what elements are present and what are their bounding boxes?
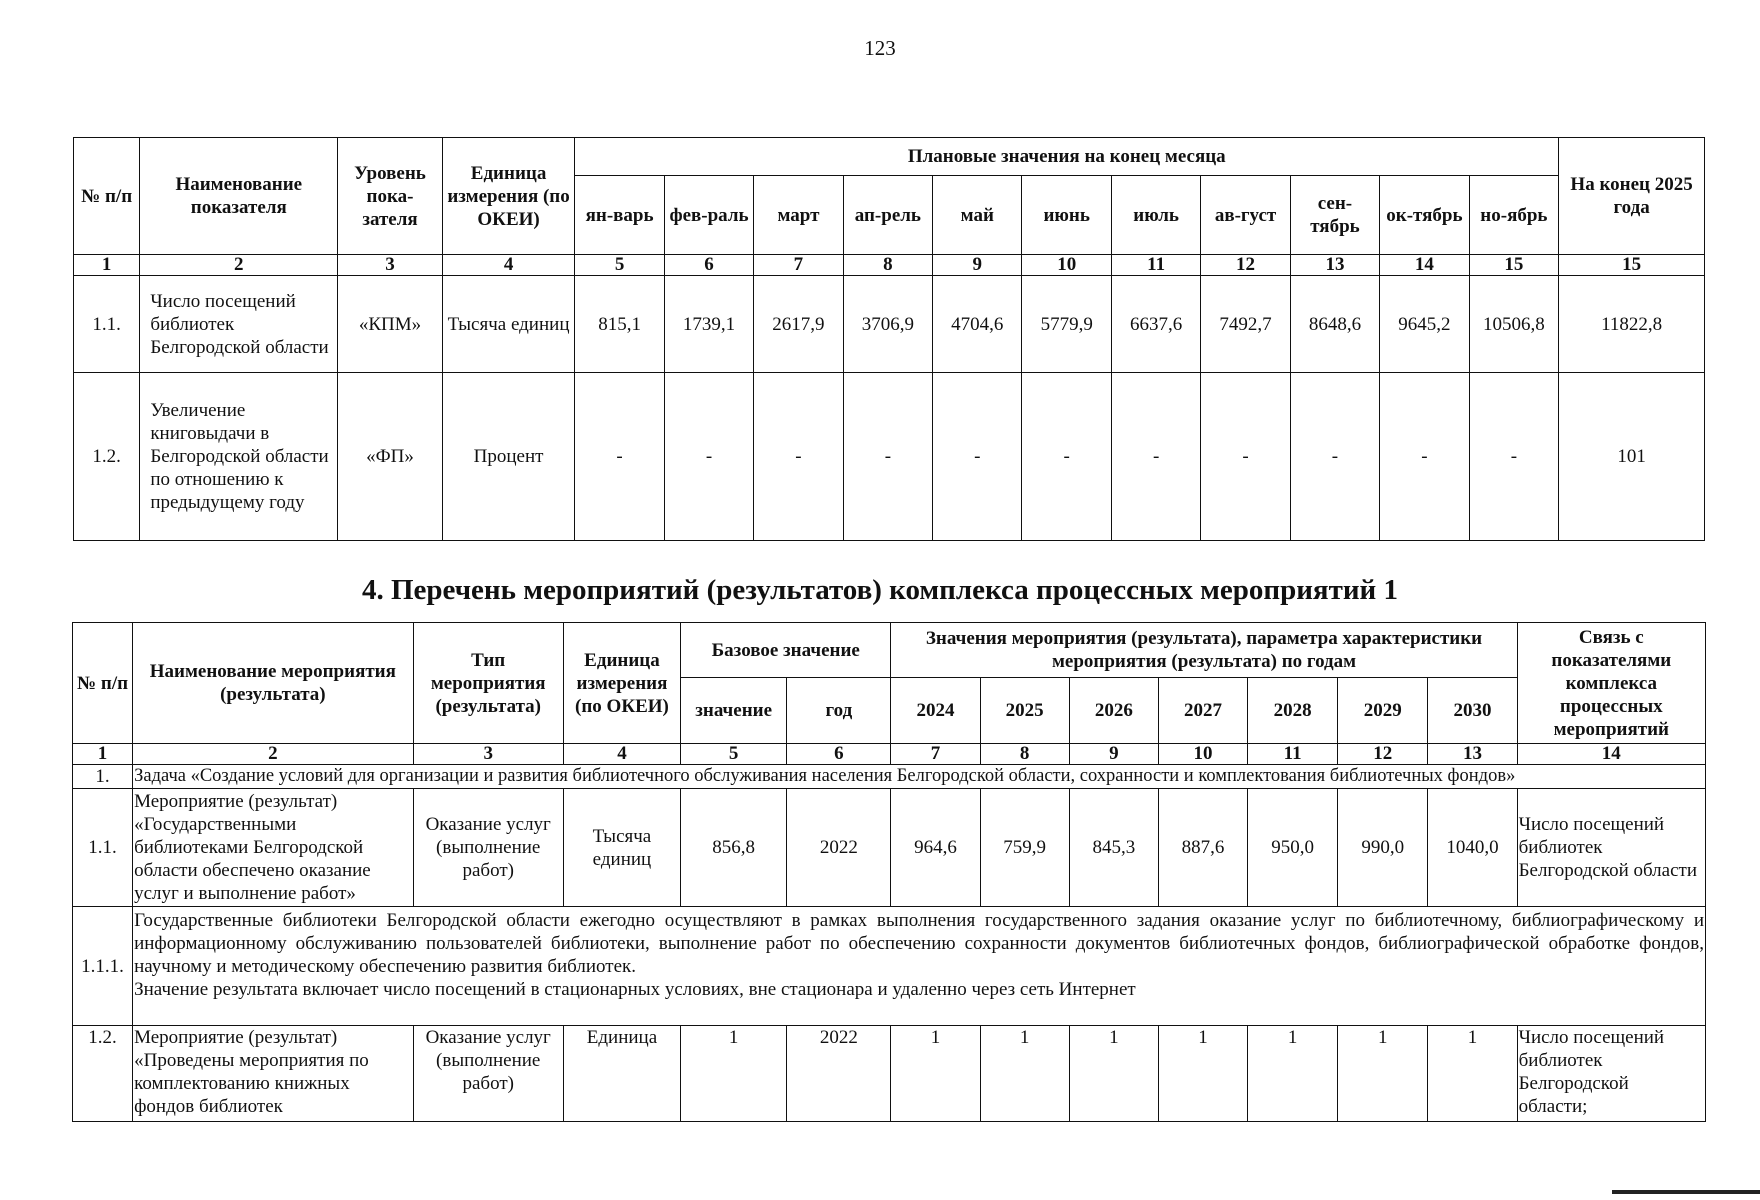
- header-year: 2026: [1069, 678, 1158, 744]
- header-base-year: год: [787, 678, 891, 744]
- month-value: -: [1469, 373, 1559, 541]
- year-value: 1: [1069, 1026, 1158, 1122]
- month-value: 2617,9: [754, 276, 843, 373]
- table-row: [74, 373, 1705, 541]
- header-month: июнь: [1022, 176, 1111, 255]
- row-num: 1.2.: [73, 1026, 133, 1122]
- column-number: 1: [73, 744, 133, 765]
- column-number: 11: [1111, 255, 1200, 276]
- column-number: 1: [74, 255, 140, 276]
- activity-type: Оказание услуг (выполнение работ): [413, 789, 563, 907]
- header-years-group: Значения мероприятия (результата), параметра характеристики мероприятия (результата) по годам: [891, 623, 1517, 678]
- header-month: ок-тябрь: [1380, 176, 1469, 255]
- year-value: 1040,0: [1428, 789, 1517, 907]
- header-year: 2029: [1338, 678, 1428, 744]
- month-value: -: [1022, 373, 1111, 541]
- year-value: 950,0: [1248, 789, 1338, 907]
- description-text: [133, 907, 1706, 1026]
- year-value: 845,3: [1069, 789, 1158, 907]
- indicators-monthly-table: [73, 137, 1705, 541]
- year-value: 1: [1338, 1026, 1428, 1122]
- column-number: 13: [1290, 255, 1379, 276]
- description-paragraph: Государственные библиотеки Белгородской области ежегодно осуществляют в рамках выполнения государственного задания оказание услуг по библиотечному, библиографическому и информационному обслуживанию пользователей библиотеки, выполнение работ по обеспечению сохранности документов библиотечных фондов, библиографической обработке фондов, научному и методическому обеспечению развития библиотек.: [134, 910, 1704, 977]
- activity-name: Мероприятие (результат) «Проведены мероприятия по комплектованию книжных фондов библиотек: [133, 1026, 413, 1122]
- year-value: 1: [1158, 1026, 1247, 1122]
- task-num: 1.: [73, 765, 133, 789]
- header-base-group: Базовое значение: [681, 623, 891, 678]
- column-number: 6: [787, 744, 891, 765]
- header-year: 2028: [1248, 678, 1338, 744]
- month-value: -: [1380, 373, 1469, 541]
- page-number: 123: [864, 36, 896, 60]
- column-number: 5: [575, 255, 664, 276]
- indicator-level: «ФП»: [338, 373, 443, 541]
- column-number: 6: [664, 255, 753, 276]
- column-number: 4: [563, 744, 680, 765]
- description-row: [73, 907, 1706, 1026]
- year-end-value: 101: [1559, 373, 1705, 541]
- column-number: 3: [338, 255, 443, 276]
- indicator-name: Число посещений библиотек Белгородской области: [140, 276, 338, 373]
- header-unit: Единица измерения (по ОКЕИ): [442, 138, 575, 255]
- row-num: 1.2.: [74, 373, 140, 541]
- base-year: 2022: [787, 1026, 891, 1122]
- month-value: 1739,1: [664, 276, 753, 373]
- header-year: 2025: [980, 678, 1069, 744]
- year-value: 1: [1428, 1026, 1517, 1122]
- month-value: 3706,9: [843, 276, 932, 373]
- header-level: Уровень пока-зателя: [338, 138, 443, 255]
- column-number: 5: [681, 744, 787, 765]
- row-num: 1.1.: [74, 276, 140, 373]
- task-text: Задача «Создание условий для организации и развития библиотечного обслуживания населения Белгородской области, сохранности и комплектования библиотечных фондов»: [133, 765, 1706, 789]
- column-number: 10: [1158, 744, 1247, 765]
- header-month: ап-рель: [843, 176, 932, 255]
- column-number: 13: [1428, 744, 1517, 765]
- month-value: 10506,8: [1469, 276, 1559, 373]
- column-number: 10: [1022, 255, 1111, 276]
- month-value: -: [933, 373, 1022, 541]
- activity-type: Оказание услуг (выполнение работ): [413, 1026, 563, 1122]
- activity-name: Мероприятие (результат) «Государственными библиотеками Белгородской области обеспечено оказание услуг и выполнение работ»: [133, 789, 413, 907]
- header-name: Наименование показателя: [140, 138, 338, 255]
- column-number: 12: [1338, 744, 1428, 765]
- month-value: -: [843, 373, 932, 541]
- column-number-row: [74, 255, 1705, 276]
- indicator-unit: Процент: [442, 373, 575, 541]
- description-num: 1.1.1.: [73, 907, 133, 1026]
- description-paragraph: Значение результата включает число посещений в стационарных условиях, вне стационара и удаленно через сеть Интернет: [134, 979, 1136, 1000]
- activity-unit: Тысяча единиц: [563, 789, 680, 907]
- header-month: фев-раль: [664, 176, 753, 255]
- header-name: Наименование мероприятия (результата): [133, 623, 413, 744]
- year-value: 990,0: [1338, 789, 1428, 907]
- year-value: 1: [980, 1026, 1069, 1122]
- table-row: [74, 276, 1705, 373]
- month-value: 5779,9: [1022, 276, 1111, 373]
- header-type: Тип мероприятия (результата): [413, 623, 563, 744]
- header-num: № п/п: [73, 623, 133, 744]
- header-base-value: значение: [681, 678, 787, 744]
- column-number-row: [73, 744, 1706, 765]
- column-number: 7: [891, 744, 980, 765]
- column-number: 9: [933, 255, 1022, 276]
- activity-unit: Единица: [563, 1026, 680, 1122]
- year-value: 887,6: [1158, 789, 1247, 907]
- header-month: ав-густ: [1201, 176, 1290, 255]
- month-value: 4704,6: [933, 276, 1022, 373]
- header-month: март: [754, 176, 843, 255]
- header-year-end: На конец 2025 года: [1559, 138, 1705, 255]
- year-value: 1: [891, 1026, 980, 1122]
- year-end-value: 11822,8: [1559, 276, 1705, 373]
- header-unit: Единица измерения (по ОКЕИ): [563, 623, 680, 744]
- column-number: 15: [1559, 255, 1705, 276]
- column-number: 8: [980, 744, 1069, 765]
- header-year: 2030: [1428, 678, 1517, 744]
- column-number: 11: [1248, 744, 1338, 765]
- month-value: -: [575, 373, 664, 541]
- month-value: 6637,6: [1111, 276, 1200, 373]
- header-month: сен-тябрь: [1290, 176, 1379, 255]
- column-number: 15: [1469, 255, 1559, 276]
- column-number: 4: [442, 255, 575, 276]
- month-value: 8648,6: [1290, 276, 1379, 373]
- base-value: 856,8: [681, 789, 787, 907]
- month-value: -: [1290, 373, 1379, 541]
- year-value: 759,9: [980, 789, 1069, 907]
- column-number: 2: [140, 255, 338, 276]
- header-month: ян-варь: [575, 176, 664, 255]
- indicator-link: Число посещений библиотек Белгородской области: [1517, 789, 1705, 907]
- base-year: 2022: [787, 789, 891, 907]
- month-value: -: [664, 373, 753, 541]
- year-value: 964,6: [891, 789, 980, 907]
- year-value: 1: [1248, 1026, 1338, 1122]
- row-num: 1.1.: [73, 789, 133, 907]
- column-number: 9: [1069, 744, 1158, 765]
- activities-table: [72, 622, 1706, 1122]
- column-number: 12: [1201, 255, 1290, 276]
- indicator-link: Число посещений библиотек Белгородской области;: [1517, 1026, 1705, 1122]
- month-value: 9645,2: [1380, 276, 1469, 373]
- header-month: но-ябрь: [1469, 176, 1559, 255]
- base-value: 1: [681, 1026, 787, 1122]
- bottom-edge-rule: [1612, 1190, 1760, 1194]
- column-number: 14: [1380, 255, 1469, 276]
- header-month: июль: [1111, 176, 1200, 255]
- month-value: -: [754, 373, 843, 541]
- column-number: 8: [843, 255, 932, 276]
- header-year: 2024: [891, 678, 980, 744]
- table-row: [73, 1026, 1706, 1122]
- header-year: 2027: [1158, 678, 1247, 744]
- table-row: [73, 789, 1706, 907]
- month-value: -: [1201, 373, 1290, 541]
- header-num: № п/п: [74, 138, 140, 255]
- indicator-name: Увеличение книговыдачи в Белгородской области по отношению к предыдущему году: [140, 373, 338, 541]
- task-row: [73, 765, 1706, 789]
- column-number: 14: [1517, 744, 1705, 765]
- month-value: -: [1111, 373, 1200, 541]
- column-number: 7: [754, 255, 843, 276]
- indicator-level: «КПМ»: [338, 276, 443, 373]
- column-number: 3: [413, 744, 563, 765]
- indicator-unit: Тысяча единиц: [442, 276, 575, 373]
- month-value: 7492,7: [1201, 276, 1290, 373]
- section-title: 4. Перечень мероприятий (результатов) комплекса процессных мероприятий 1: [361, 574, 1399, 606]
- column-number: 2: [133, 744, 413, 765]
- header-month: май: [933, 176, 1022, 255]
- header-monthly-group: Плановые значения на конец месяца: [575, 138, 1559, 176]
- header-link: Связь с показателями комплекса процессных мероприятий: [1517, 623, 1705, 744]
- month-value: 815,1: [575, 276, 664, 373]
